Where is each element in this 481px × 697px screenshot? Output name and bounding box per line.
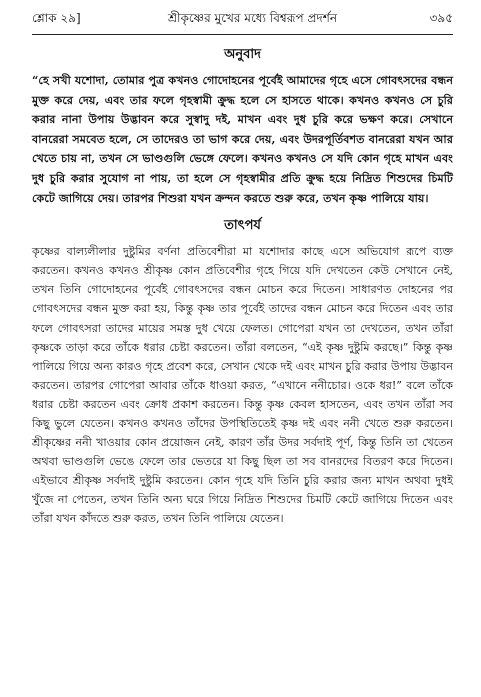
header-rule: [32, 34, 453, 35]
purport-heading: তাৎপর্য: [224, 218, 261, 234]
page-number: ৩৯৫: [429, 11, 453, 25]
chapter-title: শ্রীকৃষ্ণের মুখের মধ্যে বিশ্বরূপ প্রদর্শন: [167, 11, 337, 25]
translation-text: “হে সখী যশোদা, তোমার পুত্র কখনও গোদোহনের পূর্বেই আমাদের গৃহে এসে গোবৎসদের বন্ধন মুক্ত করে দেয়, এবং তার ফলে গৃহস্বামী ক্রুদ্ধ হলে সে হাসতে থাকে। কখনও কখনও সে চুরি করার নানা উপায় উদ্ভাবন করে সুস্বাদু দই, মাখন এবং দুধ চুরি করে ভক্ষণ করে। সেখানে বানরেরা সমবেত হলে, সে তাদেরও তা ভাগ করে দেয়, এবং উদরপূর্তিবশত বানরেরা যখন আর খেতে চায় না, তখন সে ভাণ্ডগুলি ভেঙ্গে ফেলে। কখনও কখনও সে যদি কোন গৃহে মাখন এবং দুধ চুরি করার সুযোগ না পায়, তা হলে সে গৃহস্বামীর প্রতি ক্রুদ্ধ হয়ে নিদ্রিত শিশুদের চিমটি কেটে জাগিয়ে দেয়। তারপর শিশুরা যখন ক্রন্দন করতে শুরু করে, তখন কৃষ্ণ পালিয়ে যায়।: [32, 73, 453, 205]
purport-text: কৃষ্ণের বাল্যলীলার দুষ্টুমির বর্ণনা প্রতিবেশীরা মা যশোদার কাছে এসে অভিযোগ রূপে ব্যক্ত করতেন। কখনও কখনও শ্রীকৃষ্ণ কোন প্রতিবেশীর গৃহে গিয়ে যদি দেখতেন কেউ সেখানে নেই, তখন তিনি গোদোহনের পূর্বেই গোবৎসদের বন্ধন মোচন করে দিতেন। সাধারণত দোহনের পর গোবৎসদের বন্ধন মুক্ত করা হয়, কিন্তু কৃষ্ণ তার পূর্বেই তাদের বন্ধন মোচন করে দিতেন এবং তার ফলে গোবৎসরা তাদের মায়ের সমস্ত দুধ খেয়ে ফেলত। গোপেরা যখন তা দেখতেন, তখন তাঁরা কৃষ্ণকে তাড়া করে তাঁকে ধরার চেষ্টা করতেন। তাঁরা বলতেন, “এই কৃষ্ণ দুষ্টুমি করছে।” কিন্তু কৃষ্ণ পালিয়ে গিয়ে অন্য কারও গৃহে প্রবেশ করে, সেখান থেকে দই এবং মাখন চুরি করার উপায় উদ্ভাবন করতেন। তারপর গোপেরা আবার তাঁকে ধাওয়া করত, “এখানে ননীচোর। ওকে ধর!” বলে তাঁকে ধরার চেষ্টা করতেন এবং ক্রোধ প্রকাশ করতেন। কিন্তু কৃষ্ণ কেবল হাসতেন, এবং তখন তাঁরা সব কিছু ভুলে যেতেন। কখনও কখনও তাঁদের উপস্থিতিতেই কৃষ্ণ দই এবং ননী খেতে শুরু করতেন। শ্রীকৃষ্ণের ননী খাওয়ার কোন প্রয়োজন নেই, কারণ তাঁর উদর সর্বদাই পূর্ণ, কিন্তু তিনি তা খেতেন অথবা ভাণ্ডগুলি ভেঙে ফেলে তার ভেতরে যা কিছু ছিল তা সব বানরদের বিতরণ করে দিতেন। এইভাবে শ্রীকৃষ্ণ সর্বদাই দুষ্টুমি করতেন। কোন গৃহে যদি তিনি চুরি করার জন্য মাখন অথবা দুধই খুঁজে না পেতেন, তখন তিনি অন্য ঘরে গিয়ে নিদ্রিত শিশুদের চিমটি কেটে জাগিয়ে দিতেন এবং তাঁরা যখন কাঁদতে শুরু করত, তখন তিনি পালিয়ে যেতেন।: [32, 245, 453, 526]
running-header: [32, 10, 453, 32]
translation-heading: অনুবাদ: [224, 47, 261, 62]
verse-reference: শ্লোক ২৯]: [32, 11, 81, 25]
